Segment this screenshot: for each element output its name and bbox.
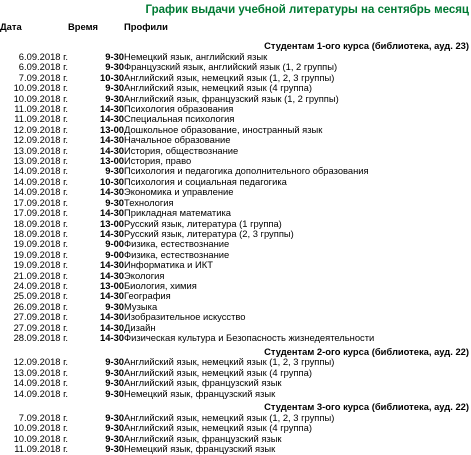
profile-cell: Биология, химия bbox=[124, 279, 197, 291]
date-cell: 14.09.2018 г. bbox=[13, 387, 68, 399]
time-cell: 9-00 bbox=[105, 238, 124, 250]
profile-cell: Английский язык, немецкий язык (4 группа) bbox=[124, 422, 312, 434]
profile-cell: Физика, естествознание bbox=[124, 248, 230, 260]
date-cell: 10.09.2018 г. bbox=[13, 82, 68, 94]
date-cell: 7.09.2018 г. bbox=[18, 412, 68, 423]
time-cell: 9-30 bbox=[105, 366, 124, 378]
date-cell: 11.09.2018 г. bbox=[14, 443, 68, 455]
time-cell: 9-30 bbox=[105, 92, 124, 104]
profile-cell: Начальное образование bbox=[124, 134, 231, 146]
time-cell: 9-30 bbox=[105, 300, 124, 312]
time-cell: 10-30 bbox=[100, 71, 124, 83]
profile-cell: Информатика и ИКТ bbox=[124, 259, 213, 271]
time-cell: 9-30 bbox=[105, 412, 124, 423]
profile-cell: Психология и педагогика дополнительного образования bbox=[124, 165, 369, 177]
time-cell: 9-30 bbox=[105, 165, 124, 177]
profile-cell: Русский язык, литература (2, 3 группы) bbox=[124, 227, 294, 239]
time-cell: 13-00 bbox=[100, 217, 124, 229]
date-cell: 18.09.2018 г. bbox=[13, 217, 68, 229]
date-cell: 14.09.2018 г. bbox=[13, 186, 68, 198]
date-cell: 21.09.2018 г. bbox=[13, 269, 68, 281]
table-row bbox=[0, 312, 471, 322]
time-cell: 14-30 bbox=[100, 207, 124, 219]
date-cell: 10.09.2018 г. bbox=[13, 432, 68, 444]
profile-cell: Дошкольное образование, иностранный язык bbox=[124, 123, 323, 135]
profile-cell: Французский язык, английский язык (1, 2 группы) bbox=[124, 61, 338, 73]
date-cell: 12.09.2018 г. bbox=[13, 123, 68, 135]
time-cell: 14-30 bbox=[100, 331, 124, 343]
table-header bbox=[0, 17, 471, 38]
table-row bbox=[0, 291, 471, 301]
section-heading: Студентам 3-ого курса (библиотека, ауд. 22) bbox=[264, 401, 469, 413]
section-heading-row bbox=[0, 38, 471, 52]
table-row bbox=[0, 229, 471, 239]
profile-cell: Прикладная математика bbox=[124, 207, 231, 219]
profile-cell: Английский язык, немецкий язык (1, 2, 3 группы) bbox=[124, 71, 335, 83]
time-cell: 14-30 bbox=[100, 186, 124, 198]
date-cell: 26.09.2018 г. bbox=[13, 300, 68, 312]
date-cell: 19.09.2018 г. bbox=[13, 248, 68, 260]
time-cell: 14-30 bbox=[100, 290, 124, 302]
table-row bbox=[0, 250, 471, 260]
table-row bbox=[0, 389, 471, 399]
time-cell: 14-30 bbox=[100, 259, 124, 271]
time-cell: 9-30 bbox=[105, 82, 124, 94]
time-cell: 14-30 bbox=[100, 103, 124, 115]
date-cell: 14.09.2018 г. bbox=[13, 175, 68, 187]
date-cell: 25.09.2018 г. bbox=[13, 290, 68, 302]
table-row bbox=[0, 239, 471, 249]
table-row bbox=[0, 198, 471, 208]
table-body bbox=[0, 38, 471, 455]
time-cell: 13-00 bbox=[100, 279, 124, 291]
section-heading: Студентам 1-ого курса (библиотека, ауд. 23) bbox=[264, 40, 469, 52]
column-header-profile: Профили bbox=[124, 21, 168, 33]
date-cell: 19.09.2018 г. bbox=[13, 259, 68, 271]
table-row bbox=[0, 177, 471, 187]
table-row bbox=[0, 281, 471, 291]
header-row bbox=[0, 17, 471, 38]
time-cell: 14-30 bbox=[100, 321, 124, 333]
profile-cell: История, обществознание bbox=[124, 144, 239, 156]
profile-cell: Английский язык, немецкий язык (4 группа) bbox=[124, 366, 312, 378]
time-cell: 9-30 bbox=[105, 387, 124, 399]
table-row bbox=[0, 94, 471, 104]
table-row bbox=[0, 444, 471, 454]
profile-cell: Дизайн bbox=[124, 321, 156, 333]
profile-cell: Физика, естествознание bbox=[124, 238, 230, 250]
time-cell: 14-30 bbox=[100, 227, 124, 239]
page-title: График выдачи учебной литературы на сентябрь месяц bbox=[145, 4, 469, 16]
date-cell: 14.09.2018 г. bbox=[13, 165, 68, 177]
date-cell: 13.09.2018 г. bbox=[13, 366, 68, 378]
table-row bbox=[0, 208, 471, 218]
profile-cell: Немецкий язык, французский язык bbox=[124, 443, 276, 455]
date-cell: 27.09.2018 г. bbox=[13, 321, 68, 333]
table-row bbox=[0, 333, 471, 343]
time-cell: 14-30 bbox=[100, 134, 124, 146]
time-cell: 9-30 bbox=[105, 422, 124, 434]
date-cell: 11.09.2018 г. bbox=[14, 113, 68, 125]
time-cell: 13-00 bbox=[100, 123, 124, 135]
date-cell: 17.09.2018 г. bbox=[13, 196, 68, 208]
column-header-time: Время bbox=[68, 21, 98, 33]
table-row bbox=[0, 146, 471, 156]
time-cell: 14-30 bbox=[100, 311, 124, 323]
date-cell: 27.09.2018 г. bbox=[13, 311, 68, 323]
date-cell: 13.09.2018 г. bbox=[13, 155, 68, 167]
profile-cell: Физическая культура и Безопасность жизнедеятельности bbox=[124, 331, 375, 343]
profile-cell: Технология bbox=[124, 196, 174, 208]
table-row bbox=[0, 260, 471, 270]
date-cell: 17.09.2018 г. bbox=[13, 207, 68, 219]
time-cell: 9-30 bbox=[105, 196, 124, 208]
schedule-table bbox=[0, 17, 471, 455]
date-cell: 7.09.2018 г. bbox=[18, 71, 68, 83]
date-cell: 12.09.2018 г. bbox=[13, 356, 68, 368]
profile-cell: Экология bbox=[124, 269, 165, 281]
profile-cell: Английский язык, немецкий язык (1, 2, 3 группы) bbox=[124, 412, 335, 423]
time-cell: 14-30 bbox=[100, 269, 124, 281]
time-cell: 9-30 bbox=[105, 356, 124, 368]
table-row bbox=[0, 271, 471, 281]
date-cell: 24.09.2018 г. bbox=[13, 279, 68, 291]
profile-cell: Музыка bbox=[124, 300, 158, 312]
profile-cell: Русский язык, литература (1 группа) bbox=[124, 217, 282, 229]
time-cell: 10-30 bbox=[100, 175, 124, 187]
date-cell: 10.09.2018 г. bbox=[13, 92, 68, 104]
date-cell: 19.09.2018 г. bbox=[13, 238, 68, 250]
profile-cell: Психология образования bbox=[124, 103, 234, 115]
profile-cell: Изобразительное искусство bbox=[124, 311, 246, 323]
profile-cell: Английский язык, французский язык (1, 2 группы) bbox=[124, 92, 339, 104]
column-header-date: Дата bbox=[0, 21, 22, 33]
time-cell: 13-00 bbox=[100, 155, 124, 167]
section-heading-row bbox=[0, 343, 471, 357]
profile-cell: География bbox=[124, 290, 171, 302]
date-cell: 10.09.2018 г. bbox=[13, 422, 68, 434]
profile-cell: Английский язык, немецкий язык (1, 2, 3 группы) bbox=[124, 356, 335, 368]
profile-cell: Английский язык, немецкий язык (4 группа) bbox=[124, 82, 312, 94]
profile-cell: Английский язык, французский язык bbox=[124, 432, 282, 444]
table-row bbox=[0, 104, 471, 114]
section-heading-row bbox=[0, 399, 471, 413]
time-cell: 9-30 bbox=[105, 432, 124, 444]
table-row bbox=[0, 434, 471, 444]
date-cell: 18.09.2018 г. bbox=[13, 227, 68, 239]
time-cell: 9-30 bbox=[105, 377, 124, 389]
date-cell: 14.09.2018 г. bbox=[13, 377, 68, 389]
section-heading: Студентам 2-ого курса (библиотека, ауд. 22) bbox=[264, 345, 469, 357]
time-cell: 14-30 bbox=[100, 144, 124, 156]
profile-cell: Психология и социальная педагогика bbox=[124, 175, 287, 187]
time-cell: 9-30 bbox=[105, 51, 124, 62]
table-row bbox=[0, 125, 471, 135]
time-cell: 9-00 bbox=[105, 248, 124, 260]
profile-cell: История, право bbox=[124, 155, 192, 167]
profile-cell: Экономика и управление bbox=[124, 186, 234, 198]
profile-cell: Английский язык, французский язык bbox=[124, 377, 282, 389]
date-cell: 6.09.2018 г. bbox=[18, 51, 68, 62]
date-cell: 12.09.2018 г. bbox=[13, 134, 68, 146]
table-row bbox=[0, 187, 471, 197]
time-cell: 9-30 bbox=[105, 61, 124, 73]
profile-cell: Немецкий язык, французский язык bbox=[124, 387, 276, 399]
date-cell: 28.09.2018 г. bbox=[13, 331, 68, 343]
date-cell: 11.09.2018 г. bbox=[14, 103, 68, 115]
date-cell: 6.09.2018 г. bbox=[18, 61, 68, 73]
profile-cell: Специальная психология bbox=[124, 113, 235, 125]
profile-cell: Немецкий язык, английский язык bbox=[124, 51, 268, 62]
time-cell: 9-30 bbox=[105, 443, 124, 455]
time-cell: 14-30 bbox=[100, 113, 124, 125]
date-cell: 13.09.2018 г. bbox=[13, 144, 68, 156]
